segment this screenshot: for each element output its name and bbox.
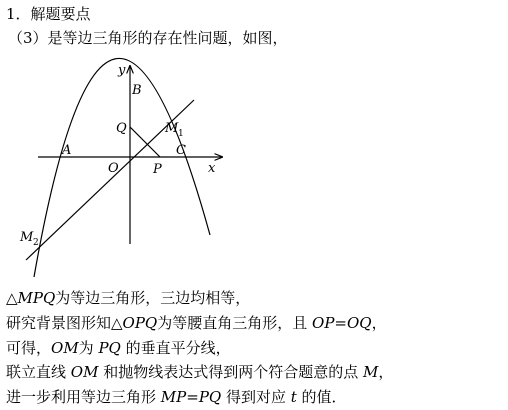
- problem-intro: （3）是等边三角形的存在性问题，如图，: [8, 29, 288, 47]
- label-m2-sub: 2: [33, 238, 39, 248]
- label-a: A: [62, 143, 72, 158]
- analysis-line-1: △MPQ为等边三角形，三边均相等，: [6, 289, 251, 307]
- label-y: y: [118, 63, 126, 78]
- label-o: O: [108, 161, 119, 176]
- label-m1-sub: 1: [178, 129, 184, 139]
- segment-qp: [130, 127, 160, 157]
- label-p: P: [153, 162, 162, 177]
- label-m2: M: [20, 230, 34, 245]
- section-heading: 1．解题要点: [6, 5, 91, 23]
- label-q: Q: [116, 121, 127, 136]
- label-x: x: [208, 161, 216, 176]
- analysis-line-4: 联立直线 OM 和抛物线表达式得到两个符合题意的点 M，: [6, 363, 394, 381]
- analysis-line-2: 研究背景图形知△OPQ为等腰直角三角形，且 OP=OQ，: [6, 314, 387, 332]
- label-m1: M: [165, 121, 179, 136]
- analysis-line-3: 可得，OM为 PQ 的垂直平分线，: [6, 339, 231, 357]
- analysis-line-5: 进一步利用等边三角形 MP=PQ 得到对应 t 的值．: [6, 388, 347, 406]
- label-c: C: [176, 143, 186, 158]
- label-b: B: [132, 83, 142, 98]
- parabola-figure: [0, 50, 300, 282]
- parabola-curve: [34, 58, 210, 277]
